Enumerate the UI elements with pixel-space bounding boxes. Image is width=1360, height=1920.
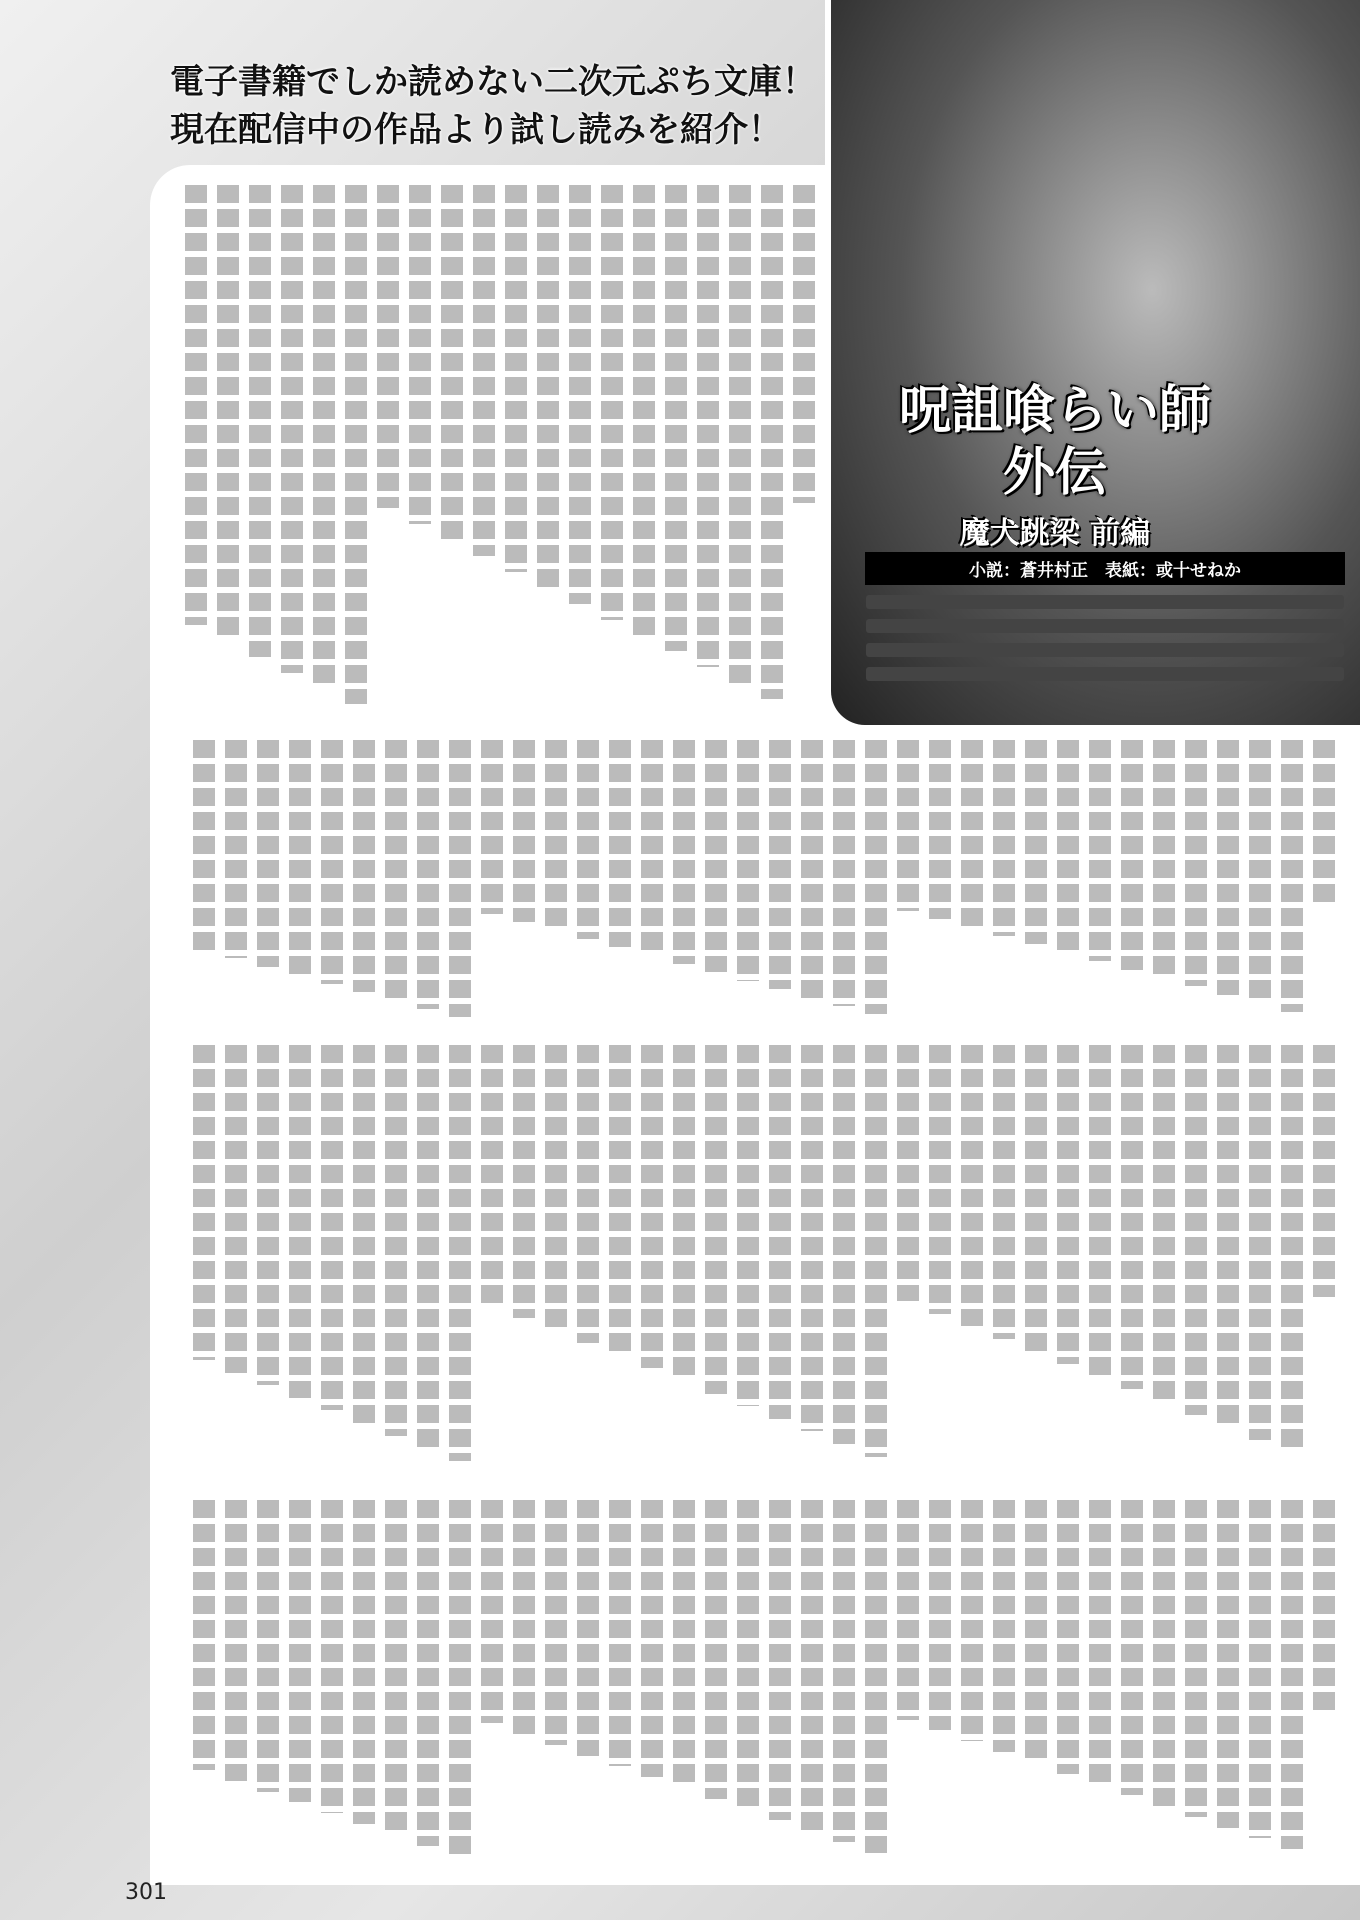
- text-column: [1281, 1045, 1303, 1452]
- text-column: [1025, 1045, 1047, 1352]
- text-column: [353, 1500, 375, 1824]
- text-column: [1057, 740, 1079, 953]
- text-column: [1153, 1045, 1175, 1402]
- text-column: [961, 1500, 983, 1741]
- text-column: [1025, 740, 1047, 944]
- text-column: [665, 185, 687, 651]
- text-column: [449, 1500, 471, 1856]
- text-column: [929, 740, 951, 919]
- text-column: [761, 185, 783, 699]
- text-column: [705, 740, 727, 972]
- text-column: [513, 740, 535, 922]
- text-column: [993, 740, 1015, 936]
- text-column: [1057, 1045, 1079, 1364]
- text-column: [1185, 1045, 1207, 1415]
- text-column: [513, 1500, 535, 1734]
- text-column: [1313, 1500, 1335, 1716]
- text-column: [537, 185, 559, 588]
- text-column: [569, 185, 591, 604]
- text-column: [385, 740, 407, 1000]
- text-column: [1313, 1045, 1335, 1297]
- text-column: [481, 1045, 503, 1305]
- text-column: [417, 1500, 439, 1846]
- text-column: [865, 1500, 887, 1853]
- text-column: [1249, 1045, 1271, 1440]
- text-column: [1153, 740, 1175, 978]
- headline: [170, 58, 816, 154]
- text-column: [417, 740, 439, 1009]
- text-column: [769, 1500, 791, 1820]
- text-column: [1185, 1500, 1207, 1817]
- text-column: [577, 740, 599, 939]
- text-column: [1249, 1500, 1271, 1838]
- text-column: [673, 740, 695, 964]
- text-column: [577, 1500, 599, 1756]
- text-column: [769, 740, 791, 989]
- text-column: [833, 740, 855, 1006]
- text-column: [1089, 1045, 1111, 1377]
- text-column: [1217, 1045, 1239, 1427]
- text-column: [1121, 1500, 1143, 1795]
- text-column: [1057, 1500, 1079, 1774]
- body-text-band-1: [175, 740, 1335, 1020]
- text-column: [673, 1500, 695, 1788]
- text-column: [193, 1500, 215, 1770]
- text-column: [1121, 740, 1143, 970]
- text-column: [193, 1045, 215, 1360]
- text-column: [1313, 740, 1335, 908]
- text-column: [513, 1045, 535, 1318]
- text-column: [1121, 1045, 1143, 1389]
- text-column: [225, 740, 247, 958]
- text-column: [609, 1500, 631, 1766]
- text-column: [225, 1500, 247, 1781]
- text-column: [385, 1045, 407, 1436]
- text-column: [705, 1045, 727, 1394]
- text-column: [609, 1045, 631, 1356]
- text-column: [321, 1045, 343, 1410]
- feature-title-block: [880, 380, 1230, 552]
- text-column: [249, 185, 271, 657]
- body-text-band-3: [175, 1500, 1335, 1860]
- text-column: [409, 185, 431, 524]
- text-column: [641, 1500, 663, 1777]
- text-column: [929, 1500, 951, 1730]
- text-column: [289, 1500, 311, 1802]
- text-column: [377, 185, 399, 508]
- text-column: [801, 1045, 823, 1431]
- text-column: [897, 740, 919, 911]
- text-column: [993, 1500, 1015, 1752]
- text-column: [1185, 740, 1207, 986]
- text-column: [1025, 1500, 1047, 1763]
- feature-blurb: [860, 585, 1350, 705]
- text-column: [321, 740, 343, 984]
- text-column: [321, 1500, 343, 1813]
- body-text-band-2: [175, 1045, 1335, 1465]
- text-column: [929, 1045, 951, 1314]
- text-column: [737, 740, 759, 981]
- text-column: [545, 1500, 567, 1745]
- text-column: [345, 185, 367, 704]
- text-column: [801, 1500, 823, 1831]
- text-column: [257, 740, 279, 967]
- text-column: [737, 1500, 759, 1810]
- text-column: [865, 740, 887, 1014]
- text-column: [473, 185, 495, 556]
- text-column: [353, 740, 375, 992]
- text-column: [769, 1045, 791, 1419]
- text-column: [545, 1045, 567, 1331]
- text-column: [833, 1500, 855, 1842]
- feature-credits: 小説：蒼井村正 表紙：或十せねか: [865, 552, 1345, 585]
- text-column: [289, 740, 311, 975]
- text-column: [193, 740, 215, 950]
- text-column: [257, 1500, 279, 1792]
- text-column: [281, 185, 303, 673]
- feature-subtitle: 魔犬跳梁 前編: [959, 516, 1151, 551]
- text-column: [449, 1045, 471, 1461]
- text-column: [385, 1500, 407, 1835]
- text-column: [449, 740, 471, 1017]
- text-column: [961, 1045, 983, 1326]
- text-column: [505, 185, 527, 572]
- text-column: [545, 740, 567, 930]
- text-column: [417, 1045, 439, 1448]
- text-column: [1281, 740, 1303, 1012]
- text-column: [441, 185, 463, 540]
- text-column: [897, 1045, 919, 1301]
- text-column: [601, 185, 623, 620]
- text-column: [865, 1045, 887, 1457]
- body-text-upper: [175, 185, 815, 715]
- headline-line-2: 現在配信中の作品より試し読みを紹介！: [170, 110, 782, 150]
- headline-line-1: 電子書籍でしか読めない二次元ぷち文庫！: [170, 62, 816, 102]
- text-column: [1281, 1500, 1303, 1849]
- text-column: [1089, 1500, 1111, 1784]
- text-column: [729, 185, 751, 683]
- text-column: [737, 1045, 759, 1406]
- text-column: [833, 1045, 855, 1444]
- text-column: [961, 740, 983, 928]
- text-column: [897, 1500, 919, 1720]
- text-column: [257, 1045, 279, 1385]
- text-column: [481, 740, 503, 914]
- text-column: [185, 185, 207, 625]
- text-column: [1217, 1500, 1239, 1828]
- text-column: [1153, 1500, 1175, 1806]
- text-column: [609, 740, 631, 947]
- text-column: [993, 1045, 1015, 1339]
- text-column: [673, 1045, 695, 1381]
- text-column: [697, 185, 719, 667]
- text-column: [577, 1045, 599, 1343]
- feature-title: 呪詛喰らい師外伝: [898, 381, 1211, 503]
- text-column: [1217, 740, 1239, 995]
- text-column: [481, 1500, 503, 1723]
- text-column: [1089, 740, 1111, 961]
- text-column: [641, 740, 663, 956]
- text-column: [633, 185, 655, 636]
- text-column: [225, 1045, 247, 1373]
- text-column: [313, 185, 335, 689]
- page-number: 301: [125, 1880, 167, 1905]
- text-column: [289, 1045, 311, 1398]
- text-column: [217, 185, 239, 641]
- text-column: [641, 1045, 663, 1368]
- text-column: [705, 1500, 727, 1799]
- text-column: [353, 1045, 375, 1423]
- text-column: [793, 185, 815, 503]
- text-column: [801, 740, 823, 998]
- text-column: [1249, 740, 1271, 1003]
